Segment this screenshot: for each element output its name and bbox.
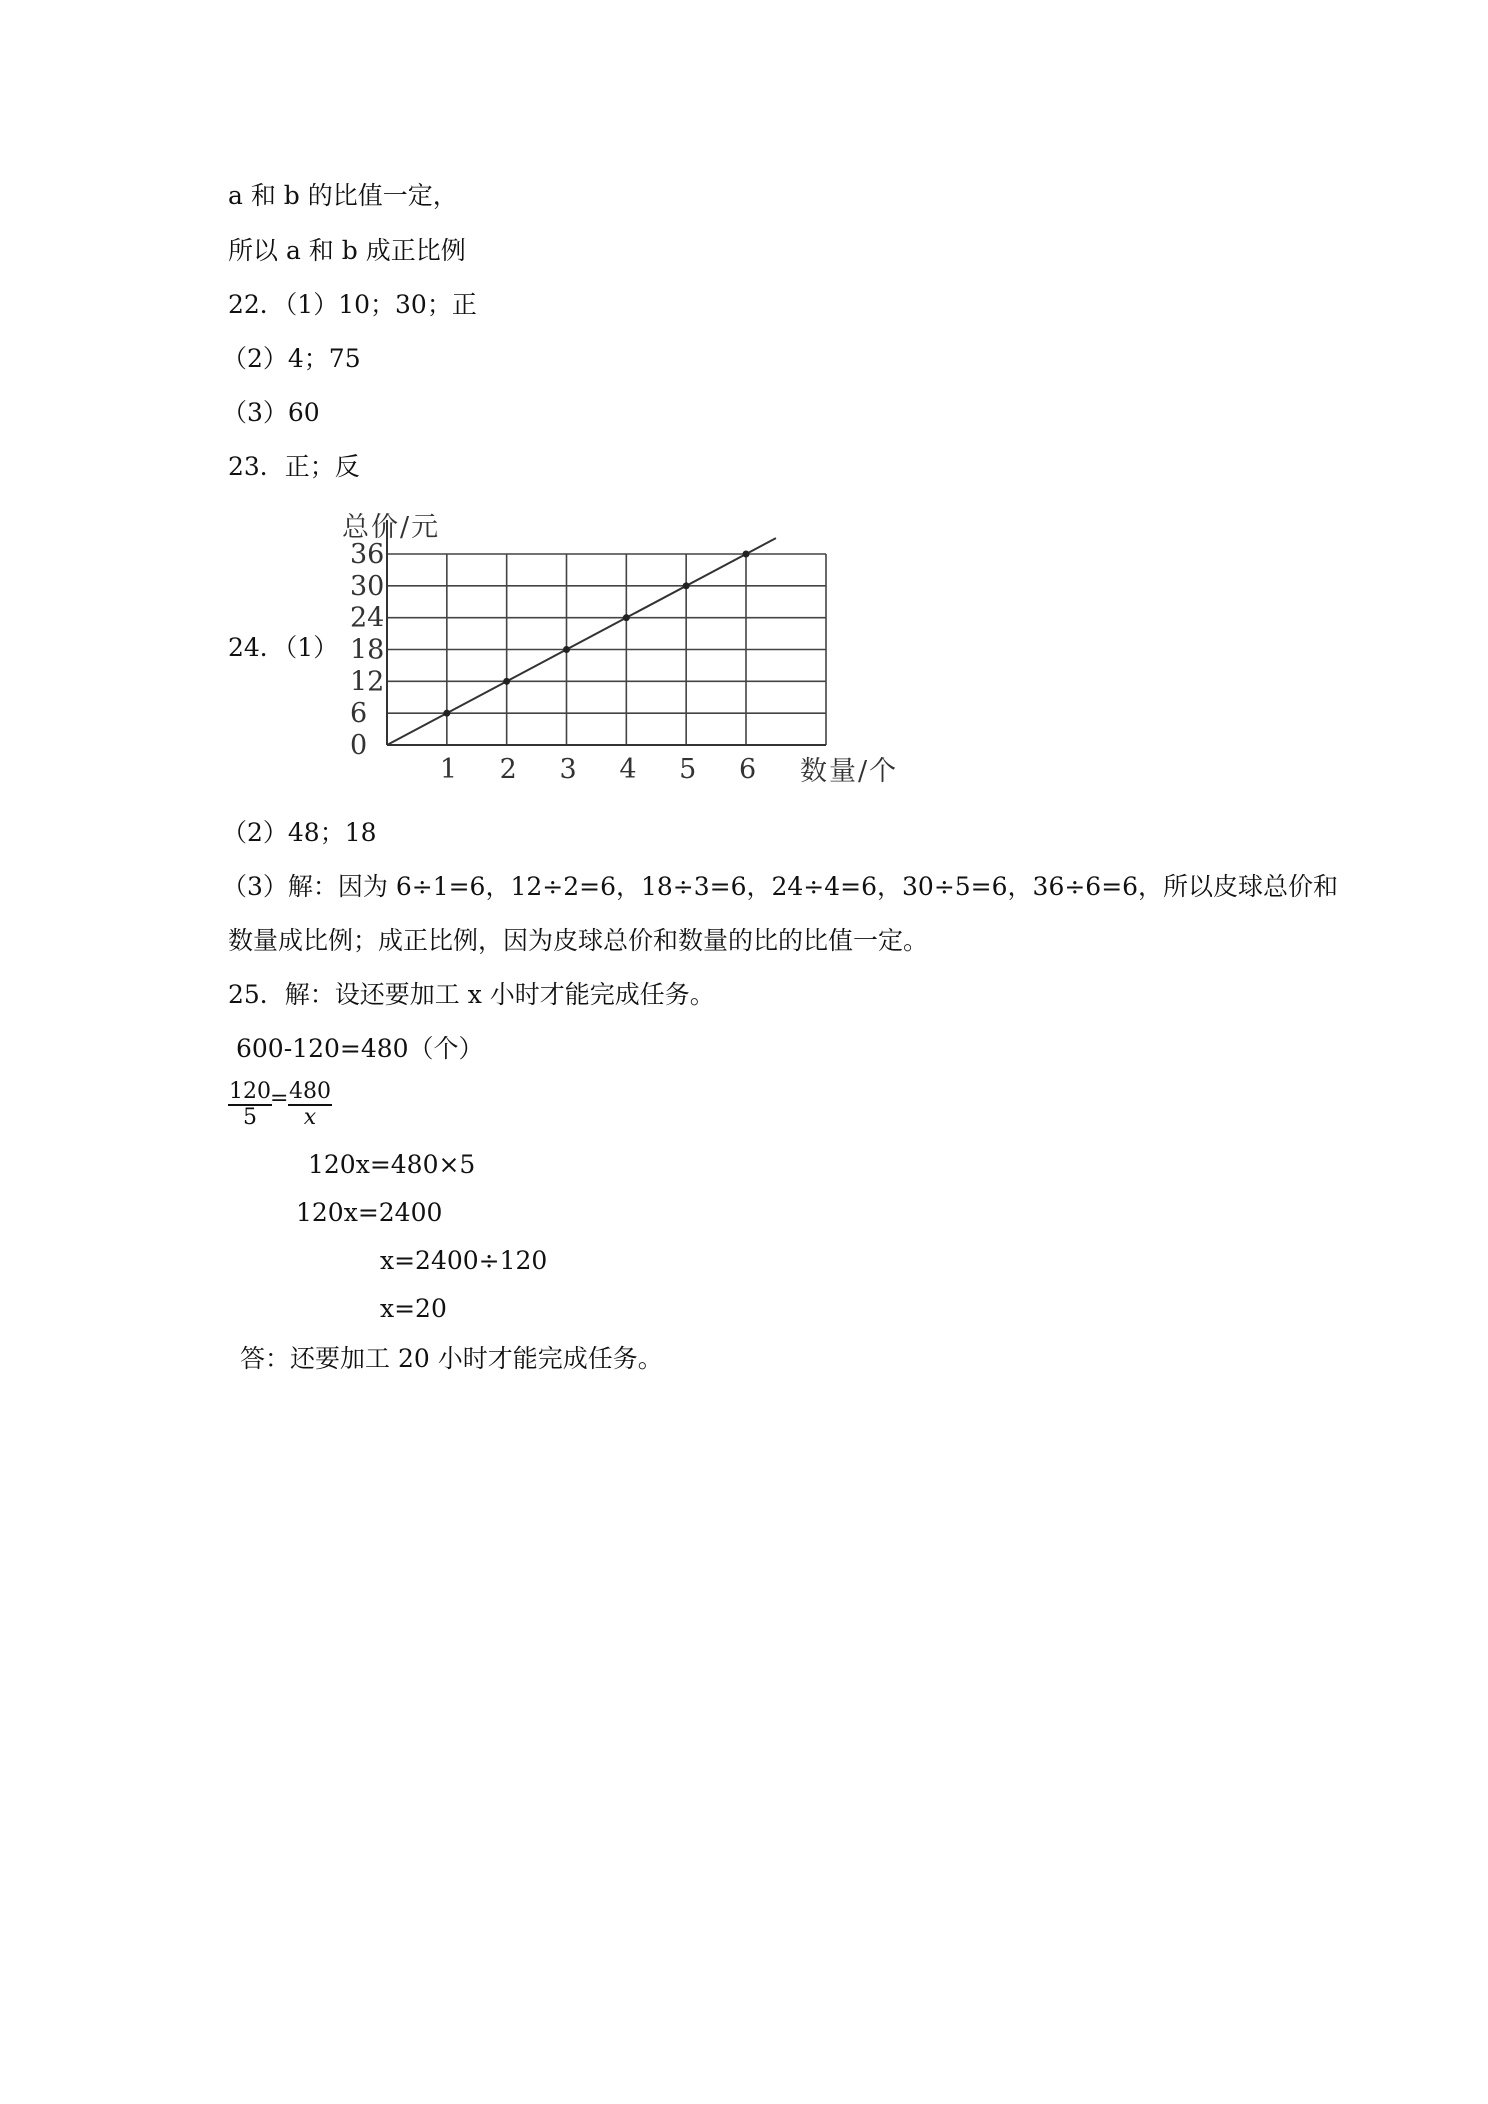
fraction-right-numerator: 480 <box>289 1079 331 1104</box>
line-direct-proportion: 所以 a 和 b 成正比例 <box>228 236 466 265</box>
x-tick-label-4: 4 <box>619 754 637 785</box>
x-tick-label-3: 3 <box>559 754 577 785</box>
answer-25-conclusion: 答：还要加工 20 小时才能完成任务。 <box>240 1344 663 1373</box>
fraction-left <box>228 1080 272 1130</box>
x-axis-title: 数量/个 <box>800 756 899 787</box>
equation-step-3: x=2400÷120 <box>380 1246 548 1275</box>
answer-22-1: 22．（1）10；30；正 <box>228 290 477 319</box>
y-tick-label-24: 24 <box>350 602 385 634</box>
y-tick-label-36: 36 <box>350 539 385 570</box>
price-quantity-chart <box>342 508 922 798</box>
y-tick-label-0: 0 <box>350 730 368 761</box>
answer-25-subtraction: 600-120=480（个） <box>236 1034 484 1063</box>
fraction-right <box>288 1080 332 1130</box>
fraction-equals: = <box>270 1086 289 1111</box>
data-point-5 <box>683 582 690 589</box>
y-tick-label-30: 30 <box>350 570 385 602</box>
answer-24-3-line1: （3）解：因为 6÷1=6，12÷2=6，18÷3=6，24÷4=6，30÷5=6，36÷6=6，所以皮球总价和 <box>222 872 1339 901</box>
x-tick-label-2: 2 <box>499 754 517 785</box>
equation-step-4: x=20 <box>380 1294 447 1323</box>
equation-step-2: 120x=2400 <box>296 1198 443 1227</box>
answer-22-3: （3）60 <box>222 398 320 427</box>
data-point-4 <box>623 614 630 621</box>
data-point-6 <box>743 551 750 558</box>
x-tick-label-5: 5 <box>679 754 697 785</box>
data-point-1 <box>443 710 450 717</box>
answer-25: 25．解：设还要加工 x 小时才能完成任务。 <box>228 980 715 1009</box>
y-tick-label-12: 12 <box>350 666 385 698</box>
answer-24-1: 24．（1） <box>228 633 339 662</box>
chart-grid <box>387 520 826 745</box>
y-tick-label-18: 18 <box>350 634 385 666</box>
y-tick-label-6: 6 <box>350 698 368 730</box>
y-axis-title: 总价/元 <box>342 512 441 543</box>
answer-24-3-line2: 数量成比例；成正比例，因为皮球总价和数量的比的比值一定。 <box>228 926 929 955</box>
x-tick-label-6: 6 <box>739 754 757 785</box>
answer-22-2: （2）4；75 <box>222 344 361 373</box>
answer-23: 23．正；反 <box>228 452 360 481</box>
data-point-2 <box>503 678 510 685</box>
data-point-3 <box>563 646 570 653</box>
equation-step-1: 120x=480×5 <box>308 1150 476 1179</box>
fraction-left-numerator: 120 <box>229 1079 271 1104</box>
fraction-right-denominator: x <box>303 1105 317 1130</box>
answer-24-2: （2）48；18 <box>222 818 377 847</box>
x-tick-label-1: 1 <box>439 754 458 785</box>
line-ratio-constant: a 和 b 的比值一定， <box>228 181 458 210</box>
fraction-left-denominator: 5 <box>243 1105 257 1130</box>
